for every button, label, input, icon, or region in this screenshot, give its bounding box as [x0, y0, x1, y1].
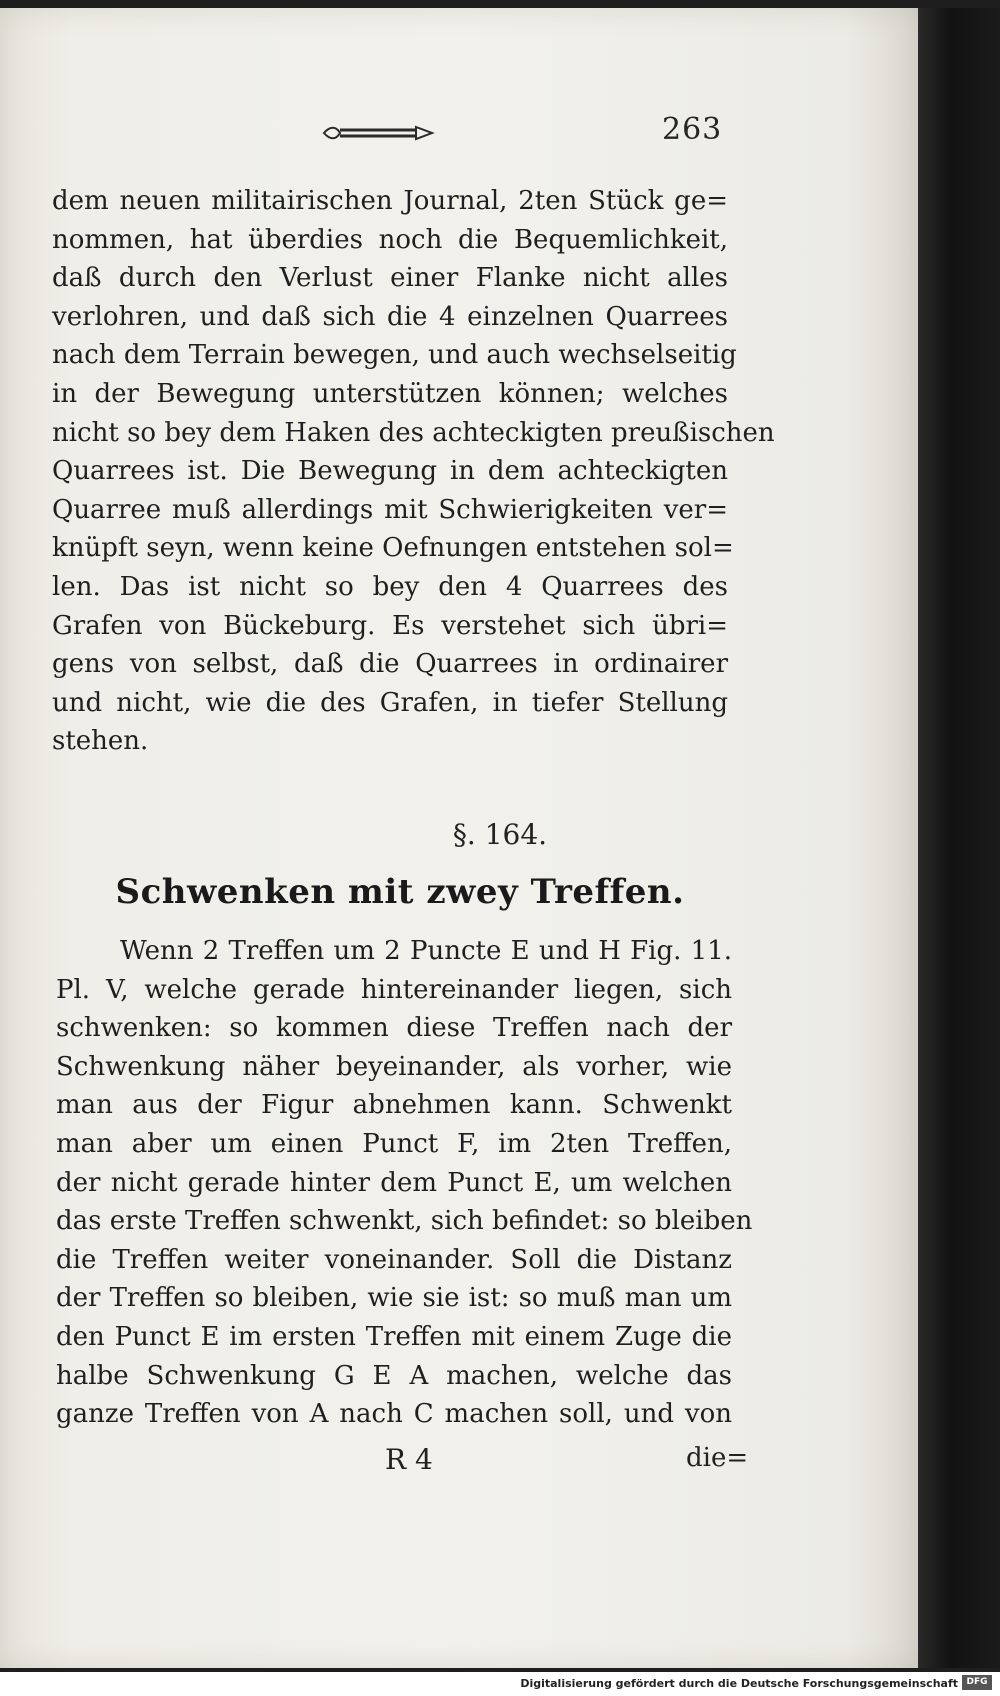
paragraph-2	[56, 932, 753, 1434]
catchword: die=	[686, 1443, 749, 1473]
text-line: Quarree muß allerdings mit Schwierigkeiten ver=	[52, 494, 728, 525]
text-line: len. Das ist nicht so bey den 4 Quarrees des	[52, 571, 728, 602]
text-line: gens von selbst, daß die Quarrees in ordinairer	[52, 649, 728, 680]
text-line: nicht so bey dem Haken des achteckigten preußischen	[52, 417, 775, 448]
text-line: in der Bewegung unterstützen können; welches	[52, 378, 728, 409]
text-line: Grafen von Bückeburg. Es verstehet sich übri=	[52, 610, 728, 641]
text-line: Quarrees ist. Die Bewegung in dem achteckigten	[52, 456, 728, 487]
text-line: halbe Schwenkung G E A machen, welche das	[56, 1360, 732, 1391]
text-line: nommen, hat überdies noch die Bequemlichkeit,	[52, 224, 728, 255]
text-line: nach dem Terrain bewegen, und auch wechselseitig	[52, 340, 737, 371]
text-line: Pl. V, welche gerade hintereinander liegen, sich	[56, 974, 732, 1005]
text-line: das erste Treffen schwenkt, sich befindet: so bleiben	[56, 1206, 753, 1237]
footer-credit: Digitalisierung gefördert durch die Deutsche Forschungsgemeinschaft	[520, 1677, 958, 1690]
text-line: daß durch den Verlust einer Flanke nicht alles	[52, 263, 728, 294]
text-line: den Punct E im ersten Treffen mit einem Zuge die	[56, 1321, 732, 1352]
text-line: dem neuen militairischen Journal, 2ten Stück ge=	[52, 186, 728, 216]
text-line: stehen.	[52, 726, 149, 757]
header-ornament-icon	[320, 122, 440, 144]
text-line: man aus der Figur abnehmen kann. Schwenkt	[56, 1090, 732, 1121]
text-line: Schwenkung näher beyeinander, als vorher, wie	[56, 1051, 732, 1082]
text-line: der nicht gerade hinter dem Punct E, um welchen	[56, 1167, 732, 1198]
dfg-logo-icon: DFG	[962, 1675, 992, 1690]
text-line: Wenn 2 Treffen um 2 Puncte E und H Fig. 11.	[120, 936, 732, 966]
text-line: verlohren, und daß sich die 4 einzelnen Quarrees	[52, 301, 728, 332]
text-line: man aber um einen Punct F, im 2ten Treffen,	[56, 1128, 732, 1159]
text-line: schwenken: so kommen diese Treffen nach der	[56, 1013, 732, 1044]
text-line: die Treffen weiter voneinander. Soll die Distanz	[56, 1244, 732, 1275]
section-number: §. 164.	[452, 818, 548, 851]
text-line: und nicht, wie die des Grafen, in tiefer Stellung	[52, 687, 728, 718]
page-number: 263	[662, 112, 723, 147]
text-line: ganze Treffen von A nach C machen soll, und von	[56, 1399, 732, 1430]
signature-mark: R 4	[385, 1443, 433, 1476]
section-title: Schwenken mit zwey Treffen.	[115, 872, 685, 912]
text-line: knüpft seyn, wenn keine Oefnungen entstehen sol=	[52, 533, 734, 564]
text-line: der Treffen so bleiben, wie sie ist: so muß man um	[56, 1283, 732, 1314]
paragraph-1	[52, 182, 775, 761]
